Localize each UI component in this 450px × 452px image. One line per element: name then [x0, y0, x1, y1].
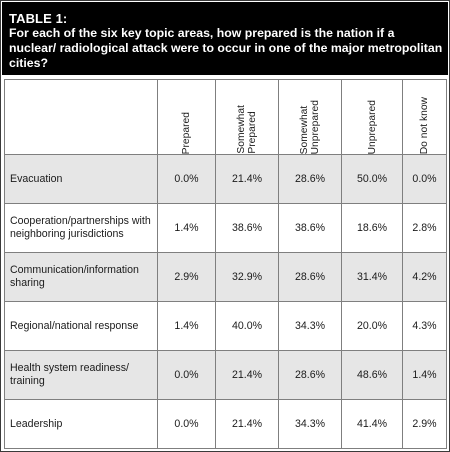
table-row [5, 204, 447, 253]
table-cell: 34.3% [279, 302, 342, 351]
table-cell: 0.0% [403, 155, 447, 204]
table-cell: 4.3% [403, 302, 447, 351]
table-cell: 34.3% [279, 400, 342, 449]
table-label: TABLE 1: [9, 11, 68, 26]
table-cell: 48.6% [342, 351, 403, 400]
topic-area: Regional/national response [5, 302, 158, 351]
column-header [403, 80, 447, 155]
column-header [216, 80, 279, 155]
table-cell: 2.8% [403, 204, 447, 253]
table-row [5, 351, 447, 400]
table-cell: 28.6% [279, 253, 342, 302]
table-cell: 0.0% [158, 155, 216, 204]
table-cell: 21.4% [216, 351, 279, 400]
header-row [5, 80, 447, 155]
column-header-label: Somewhat Prepared [236, 105, 258, 154]
table-cell: 4.2% [403, 253, 447, 302]
table-cell: 31.4% [342, 253, 403, 302]
column-header-label: Unprepared [366, 99, 378, 154]
topic-area: Health system readiness/ training [5, 351, 158, 400]
table-row [5, 400, 447, 449]
column-header [342, 80, 403, 155]
table-cell: 41.4% [342, 400, 403, 449]
table-cell: 40.0% [216, 302, 279, 351]
column-header-label: Somewhat Unprepared [299, 99, 321, 154]
table-cell: 2.9% [403, 400, 447, 449]
topic-area: Communication/information sharing [5, 253, 158, 302]
topic-area: Cooperation/partnerships with neighboring jurisdictions [5, 204, 158, 253]
table-cell: 38.6% [279, 204, 342, 253]
column-header-label: Prepared [181, 111, 192, 154]
table-cell: 21.4% [216, 400, 279, 449]
table-row [5, 302, 447, 351]
survey-table [4, 79, 447, 449]
table-cell: 0.0% [158, 351, 216, 400]
header-blank [5, 80, 158, 155]
table-cell: 2.9% [158, 253, 216, 302]
table-cell: 21.4% [216, 155, 279, 204]
table-cell: 1.4% [158, 302, 216, 351]
column-header-label: Do not know [419, 96, 430, 154]
table-cell: 28.6% [279, 155, 342, 204]
table-question: For each of the six key topic areas, how prepared is the nation if a nuclear/ radiological attack were to occur in one of the major metropolitan cities? [9, 26, 443, 70]
table-cell: 20.0% [342, 302, 403, 351]
table-cell: 1.4% [158, 204, 216, 253]
topic-area: Leadership [5, 400, 158, 449]
table-cell: 28.6% [279, 351, 342, 400]
table-cell: 0.0% [158, 400, 216, 449]
table-cell: 32.9% [216, 253, 279, 302]
table-banner [2, 2, 448, 75]
column-header [279, 80, 342, 155]
topic-area: Evacuation [5, 155, 158, 204]
table-row [5, 155, 447, 204]
table-cell: 38.6% [216, 204, 279, 253]
table-cell: 1.4% [403, 351, 447, 400]
table-cell: 18.6% [342, 204, 403, 253]
table-cell: 50.0% [342, 155, 403, 204]
column-header [158, 80, 216, 155]
table-row [5, 253, 447, 302]
